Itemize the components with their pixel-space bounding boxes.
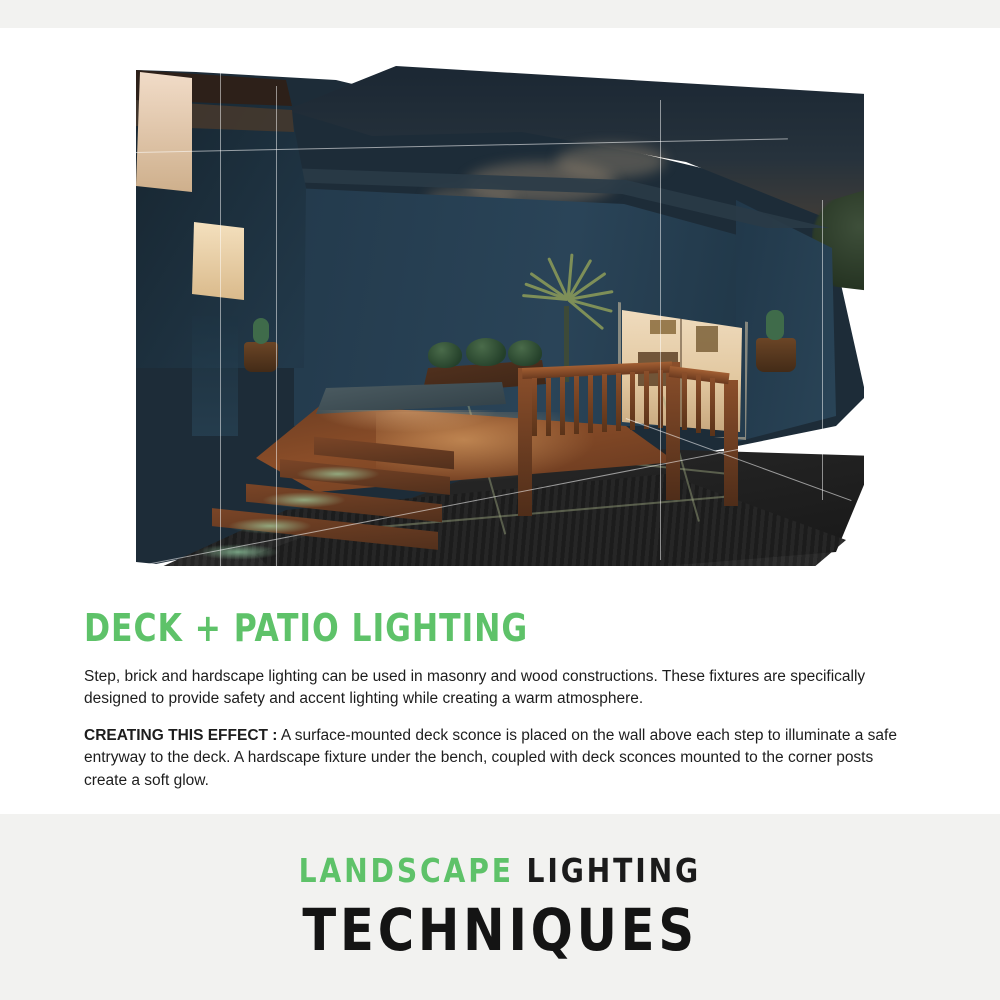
railing-post (518, 368, 532, 516)
railing-baluster (602, 374, 607, 432)
side-door (136, 66, 192, 196)
footer-word-lighting: LIGHTING (526, 850, 702, 890)
footer (0, 814, 1000, 1000)
guide-line (276, 86, 277, 566)
effect-paragraph (84, 725, 918, 792)
interior-shelf (650, 320, 676, 334)
illustration-figure (136, 66, 864, 566)
deck-stairs (170, 444, 450, 566)
railing-baluster (682, 372, 687, 430)
railing-post (724, 380, 738, 506)
window-lit (192, 216, 246, 302)
shrub (428, 342, 462, 368)
step-light-glow (262, 492, 346, 508)
planter-pot (756, 338, 796, 372)
footer-word-landscape: LANDSCAPE (298, 850, 515, 890)
cloud (556, 144, 666, 178)
railing-post (666, 362, 680, 500)
railing-baluster (710, 378, 715, 436)
text-content (84, 606, 924, 806)
effect-text: A surface-mounted deck sconce is placed on the wall above each step to illuminate a safe entryway to the deck. A hardscape fixture under the bench, coupled with deck sconces mounted to the corner posts create a soft glow. (84, 726, 897, 789)
railing-baluster (546, 378, 551, 436)
railing-baluster (616, 373, 621, 431)
railing-baluster (644, 371, 649, 429)
railing-baluster (588, 375, 593, 433)
footer-line-2: TECHNIQUES (302, 895, 698, 964)
railing-baluster (574, 376, 579, 434)
window-dark (192, 316, 238, 436)
planter-pot (244, 342, 278, 372)
step-light-glow (296, 466, 380, 482)
railing-baluster (696, 375, 701, 433)
effect-label: CREATING THIS EFFECT : (84, 726, 278, 744)
guide-line (660, 100, 661, 560)
illustration-canvas (136, 66, 864, 566)
railing-baluster (560, 377, 565, 435)
page-title: DECK + PATIO LIGHTING (84, 606, 529, 650)
palm-plant (528, 262, 612, 338)
shrub (466, 338, 506, 366)
railing-baluster (532, 378, 537, 436)
potted-plant (766, 310, 784, 340)
intro-paragraph: Step, brick and hardscape lighting can be used in masonry and wood constructions. These fixtures are specifically designed to provide safety and accent lighting while creating a warm atmosphere. (84, 668, 866, 708)
footer-line-1 (299, 851, 701, 890)
step-light-glow (228, 518, 312, 534)
interior-artwork (696, 326, 718, 352)
guide-line (220, 66, 221, 566)
deck-railing (518, 362, 738, 512)
hardscape-light-glow (316, 410, 496, 432)
guide-line (822, 200, 823, 500)
potted-plant (253, 318, 269, 344)
railing-top-rail (522, 361, 672, 379)
